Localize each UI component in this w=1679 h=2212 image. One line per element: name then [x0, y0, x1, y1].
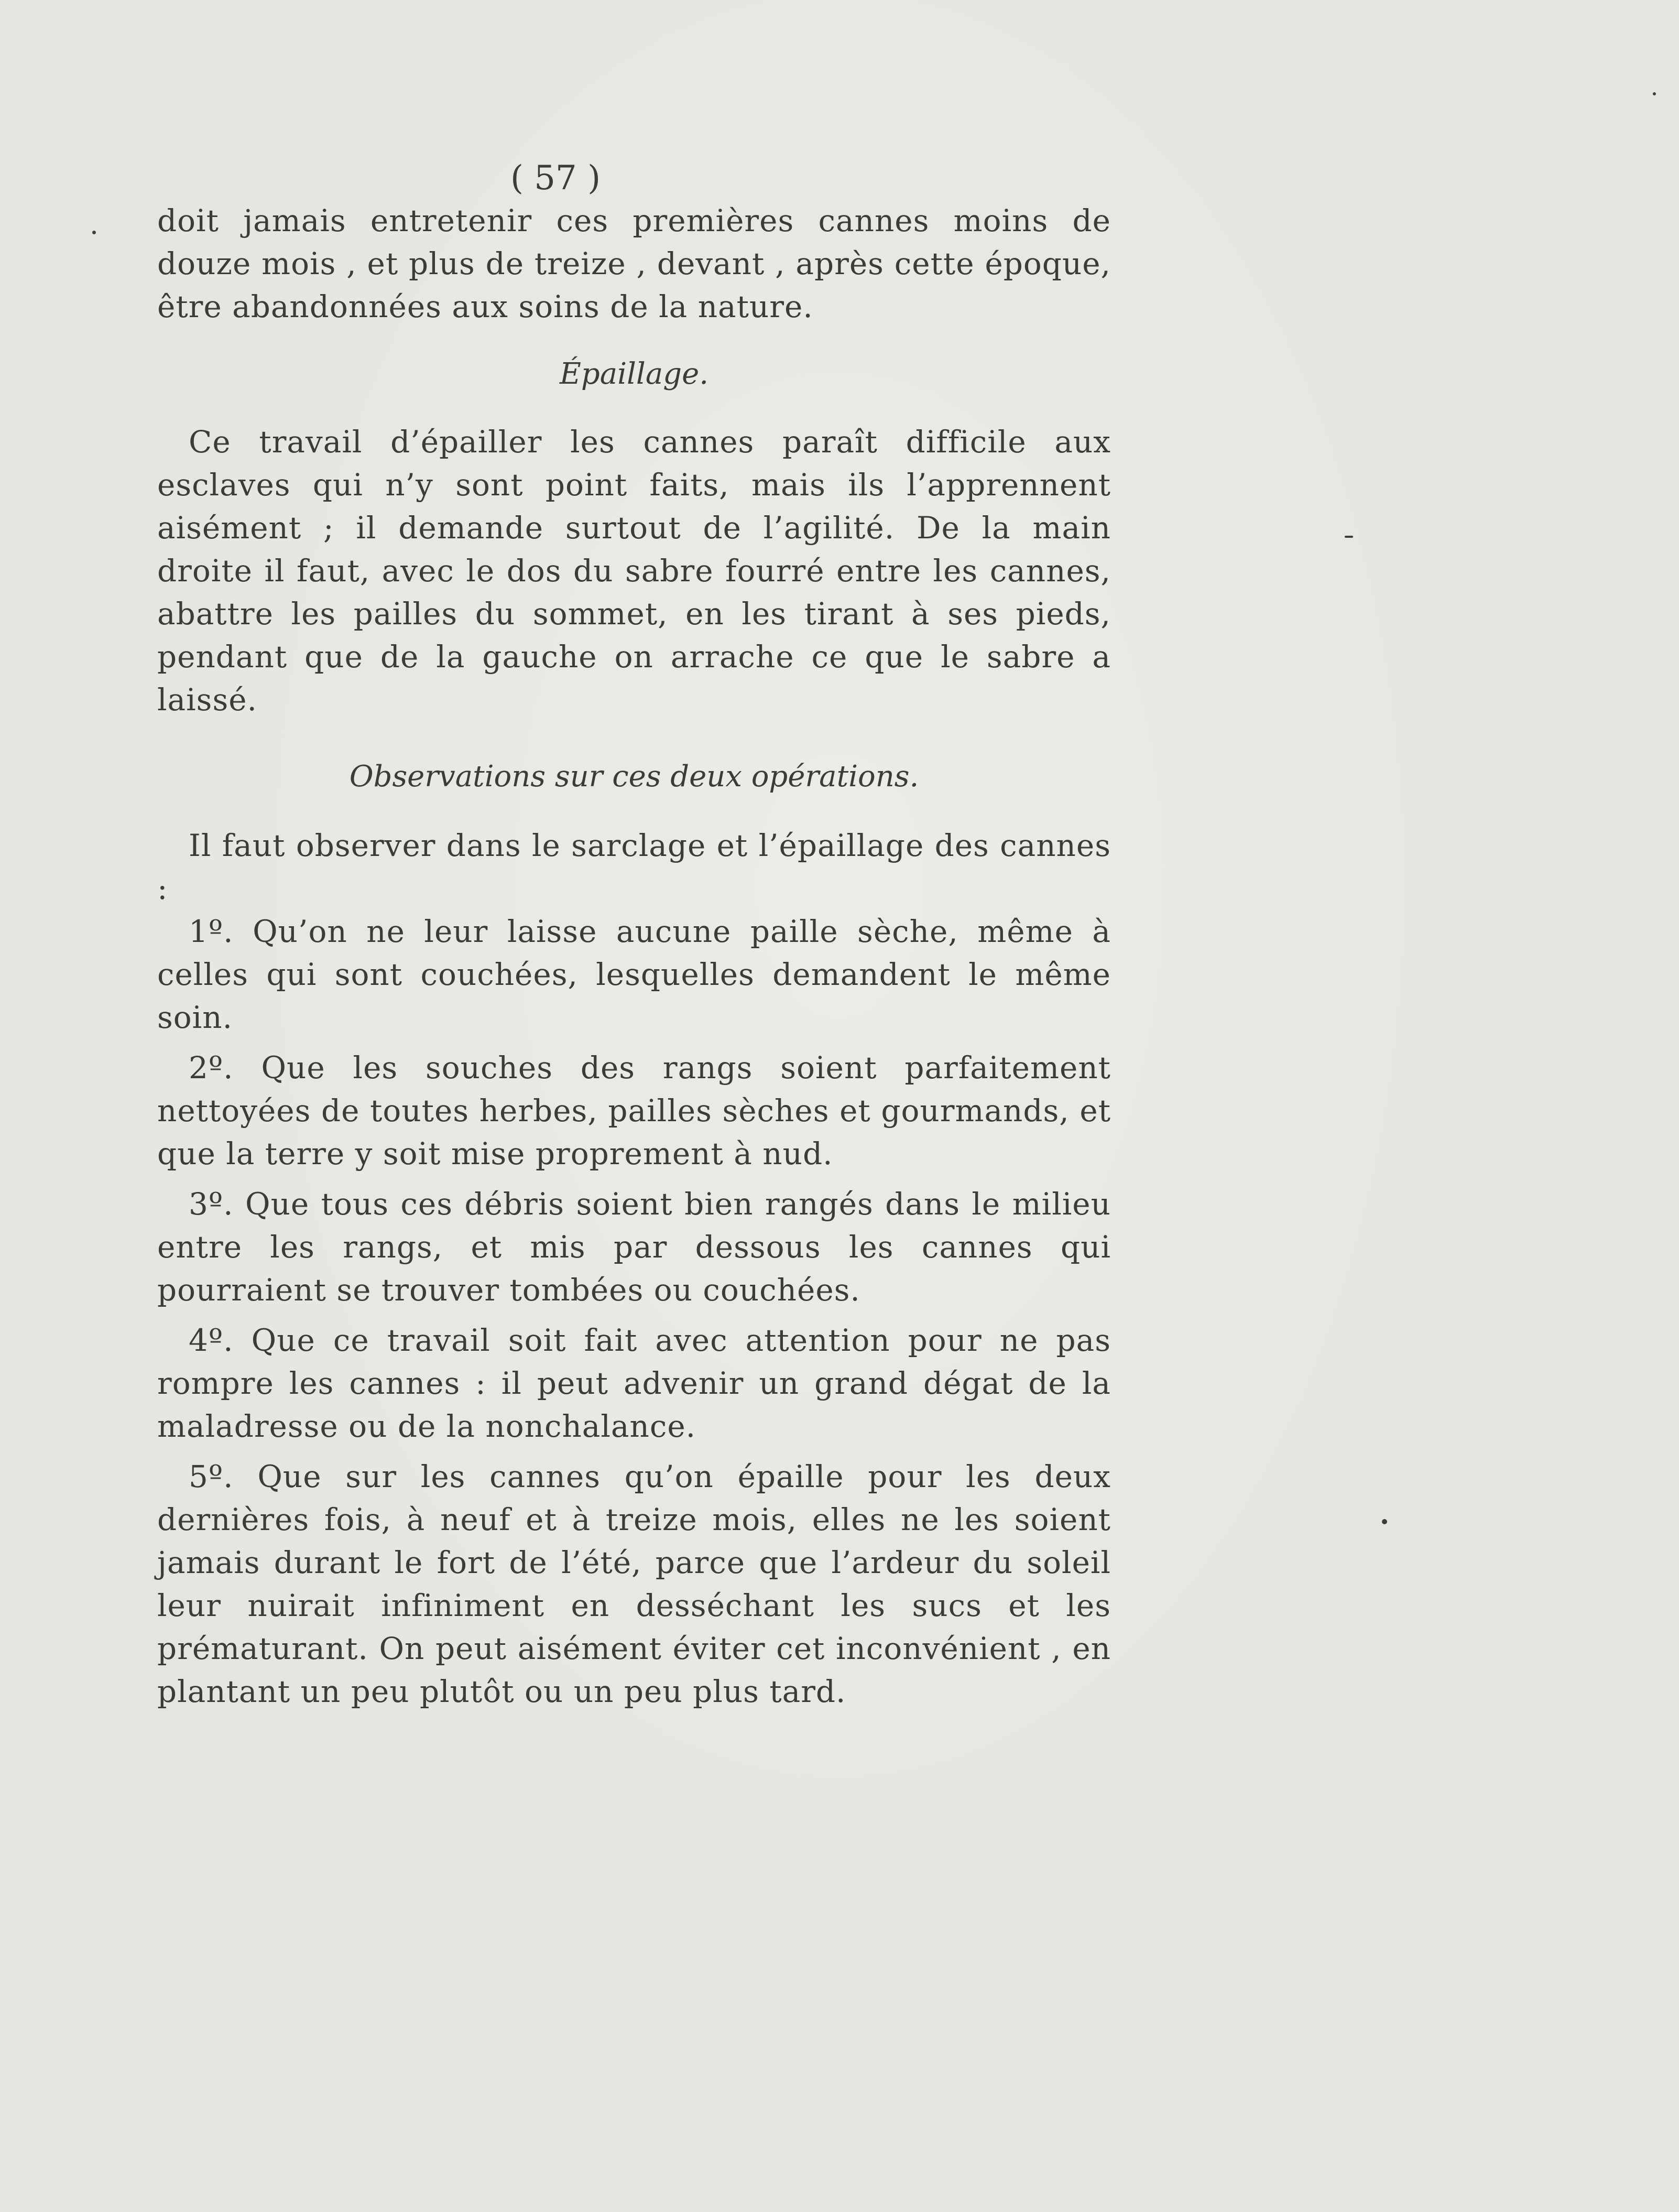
list-item: 4º. Que ce travail soit fait avec attention pour ne pas rompre les cannes : il peut advenir un grand dégat de la maladresse ou de la nonchalance.: [157, 1322, 1111, 1444]
list-item: 3º. Que tous ces débris soient bien rangés dans le milieu entre les rangs, et mis par dessous les cannes qui pourraient se trouver tombées ou couchées.: [157, 1186, 1111, 1308]
ink-speck: [1345, 536, 1353, 538]
list-item: 2º. Que les souches des rangs soient parfaitement nettoyées de toutes herbes, pailles sèches et gourmands, et que la terre y soit mise proprement à nud.: [157, 1050, 1111, 1172]
ink-speck: [92, 231, 96, 234]
heading-observations: Observations sur ces deux opérations.: [349, 760, 919, 794]
paragraph-epaillage: Ce travail d’épailler les cannes paraît difficile aux esclaves qui n’y sont point faits, mais ils l’apprennent aisément ; il demande surtout de l’agilité. De la main droite il faut, avec le dos du sabre fourré entre les cannes, abattre les pailles du sommet, en les tirant à ses pieds, pendant que de la gauche on arrache ce que le sabre a laissé.: [157, 424, 1111, 718]
list-item: 5º. Que sur les cannes qu’on épaille pour les deux dernières fois, à neuf et à treize mois, elles ne les soient jamais durant le fort de l’été, parce que l’ardeur du soleil leur nuirait infiniment en desséchant les sucs et les prématurant. On peut aisément éviter cet inconvénient , en plantant un peu plutôt ou un peu plus tard.: [157, 1459, 1111, 1709]
text-block: [157, 157, 1111, 1713]
paragraph-intro: doit jamais entretenir ces premières cannes moins de douze mois , et plus de treize , devant , après cette époque, être abandonnées aux soins de la nature.: [157, 203, 1111, 324]
heading-epaillage: Épaillage.: [559, 357, 709, 391]
ink-speck: [1382, 1519, 1387, 1524]
page-number: ( 57 ): [510, 159, 601, 198]
list-item: 1º. Qu’on ne leur laisse aucune paille sèche, même à celles qui sont couchées, lesquelles demandent le même soin.: [157, 914, 1111, 1035]
ink-speck: [1653, 92, 1656, 95]
paragraph-observer: Il faut observer dans le sarclage et l’épaillage des cannes :: [157, 828, 1111, 906]
